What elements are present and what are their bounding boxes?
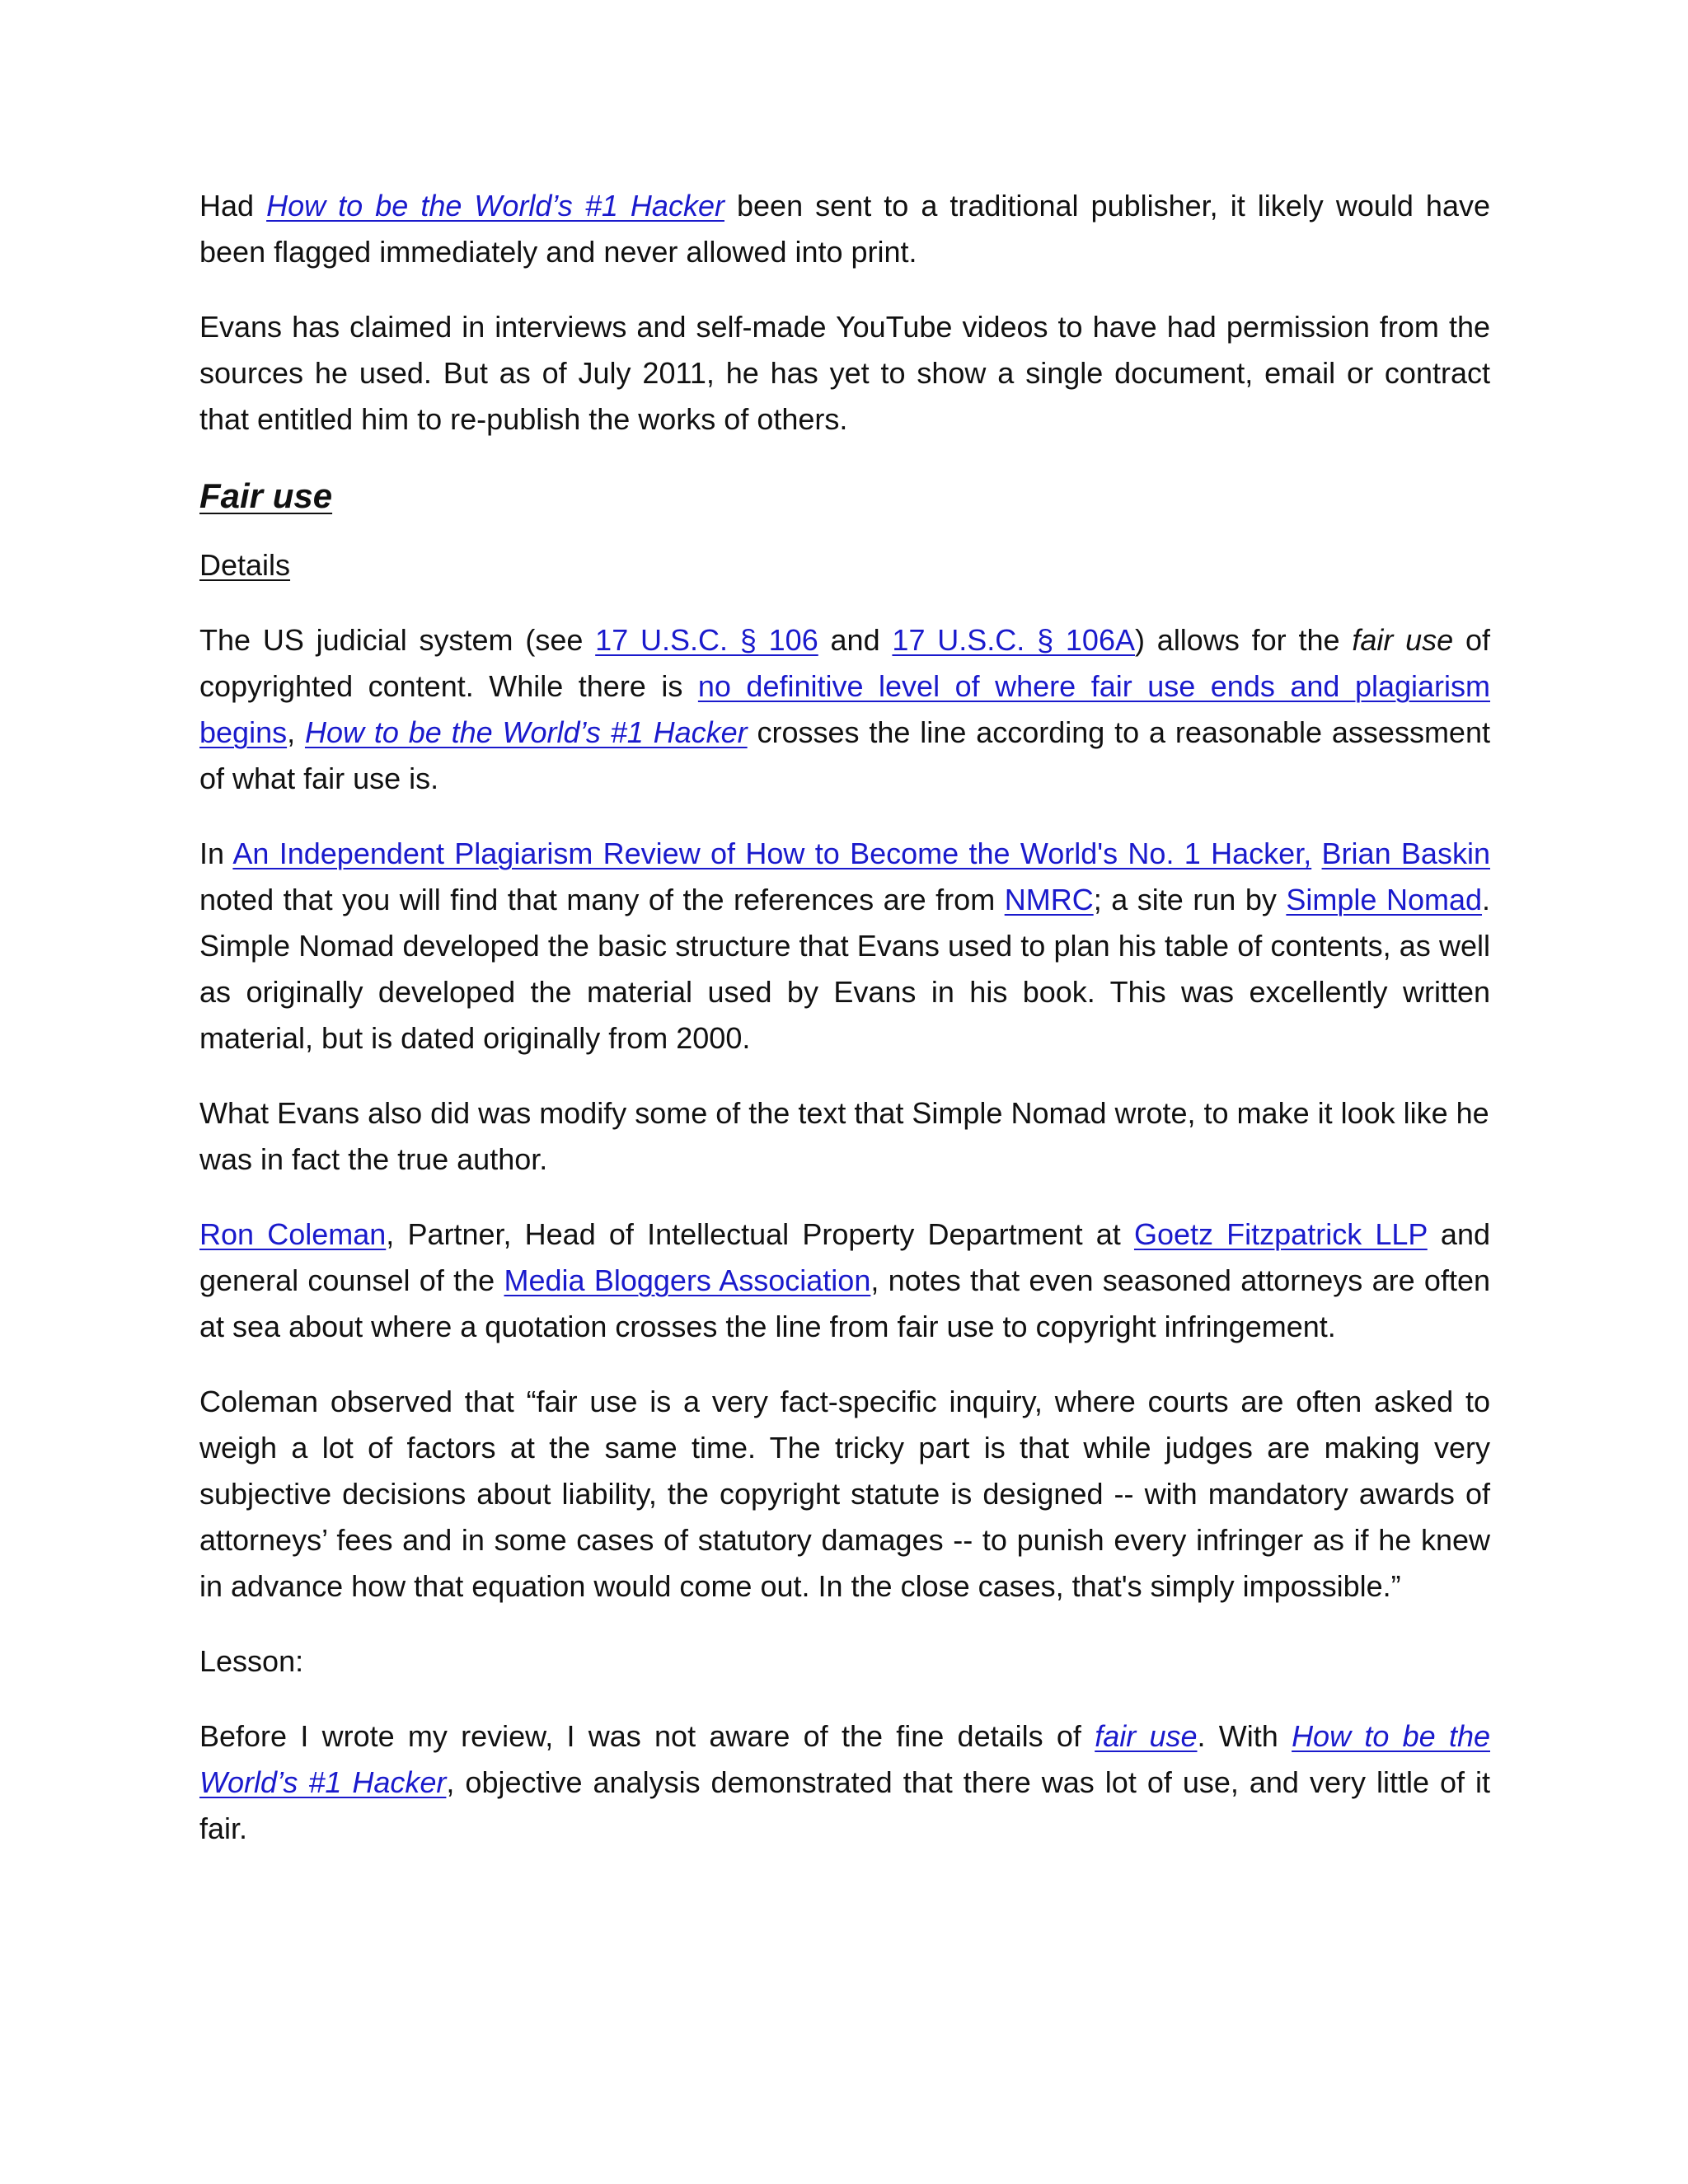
text-segment — [1311, 837, 1321, 870]
usc-106a-link[interactable]: 17 U.S.C. § 106A — [892, 623, 1135, 657]
text-segment: and general counsel of the — [199, 1217, 1490, 1297]
text-segment: been sent to a traditional publisher, it likely would have been flagged immediately and never allowed into print. — [199, 189, 1490, 269]
goetz-fitzpatrick-link[interactable]: Goetz Fitzpatrick LLP — [1133, 1217, 1428, 1251]
definitive-level-link[interactable]: no definitive level of where fair use ends and plagiarism begins — [199, 669, 1491, 749]
fair-use-term: fair use — [1352, 623, 1454, 657]
simple-nomad-link[interactable]: Simple Nomad — [1286, 883, 1482, 916]
paragraph-lesson — [199, 1713, 1490, 1852]
text-segment: Had — [199, 189, 267, 223]
text-segment: of copyrighted content. While there is — [199, 623, 1490, 703]
text-segment: and — [818, 623, 893, 657]
paragraph-publisher — [199, 183, 1490, 275]
text-segment: , objective analysis demonstrated that there was lot of use, and very little of it fair. — [199, 1765, 1490, 1845]
paragraph-coleman-quote: Coleman observed that “fair use is a very fact-specific inquiry, where courts are often asked to weigh a lot of factors at the same time. The tricky part is that while judges are making very subjective decisions about liability, the copyright statute is designed -- with mandatory awards of attorneys’ fees and in some cases of statutory damages -- to punish every infringer as if he knew in advance how that equation would come out. In the close cases, that's simply impossible.” — [199, 1385, 1490, 1603]
paragraph-ron-coleman — [199, 1212, 1490, 1350]
text-segment: The US judicial system (see — [199, 623, 596, 657]
paragraph-plagiarism-review — [199, 831, 1490, 1062]
fair-use-link[interactable]: fair use — [1095, 1719, 1198, 1753]
media-bloggers-link[interactable]: Media Bloggers Association — [504, 1263, 871, 1297]
usc-106-link[interactable]: 17 U.S.C. § 106 — [595, 623, 818, 657]
book-title-link[interactable]: How to be the World’s #1 Hacker — [266, 189, 724, 223]
document-body — [199, 183, 1490, 1881]
paragraph-permission-claims: Evans has claimed in interviews and self-made YouTube videos to have had permission from the sources he used. But as of July 2011, he has yet to show a single document, email or contract that entitled him to re-publish the works of others. — [199, 310, 1490, 436]
text-segment: . With — [1197, 1719, 1292, 1753]
book-title-link[interactable]: How to be the World’s #1 Hacker — [199, 1719, 1490, 1799]
text-segment: . Simple Nomad developed the basic structure that Evans used to plan his table of contents, as well as originally developed the material used by Evans in his book. This was excellently written material, but is dated originally from 2000. — [199, 883, 1491, 1055]
text-segment: noted that you will find that many of the references are from — [199, 883, 1005, 916]
section-heading-fair-use: Fair use — [199, 476, 333, 515]
lesson-label: Lesson: — [199, 1644, 304, 1678]
paragraph-judicial-system — [199, 617, 1490, 802]
text-segment: ) allows for the — [1135, 623, 1353, 657]
text-segment: , — [287, 715, 305, 749]
ron-coleman-link[interactable]: Ron Coleman — [199, 1217, 387, 1251]
text-segment: , notes that even seasoned attorneys are often at sea about where a quotation crosses the line from fair use to copyright infringement. — [199, 1263, 1491, 1343]
text-segment: crosses the line according to a reasonable assessment of what fair use is. — [199, 715, 1490, 795]
paragraph-modified-text: What Evans also did was modify some of the text that Simple Nomad wrote, to make it look like he was in fact the true author. — [199, 1096, 1489, 1176]
book-title-link[interactable]: How to be the World’s #1 Hacker — [304, 715, 748, 749]
plagiarism-review-link[interactable]: An Independent Plagiarism Review of How to Become the World's No. 1 Hacker, — [232, 837, 1312, 870]
text-segment: ; a site run by — [1093, 883, 1287, 916]
text-segment: , Partner, Head of Intellectual Property Department at — [386, 1217, 1134, 1251]
nmrc-link[interactable]: NMRC — [1004, 883, 1094, 916]
brian-baskin-link[interactable]: Brian Baskin — [1321, 837, 1490, 870]
text-segment: Before I wrote my review, I was not aware of the fine details of — [199, 1719, 1095, 1753]
subheading-details: Details — [199, 548, 291, 582]
text-segment: In — [199, 837, 233, 870]
